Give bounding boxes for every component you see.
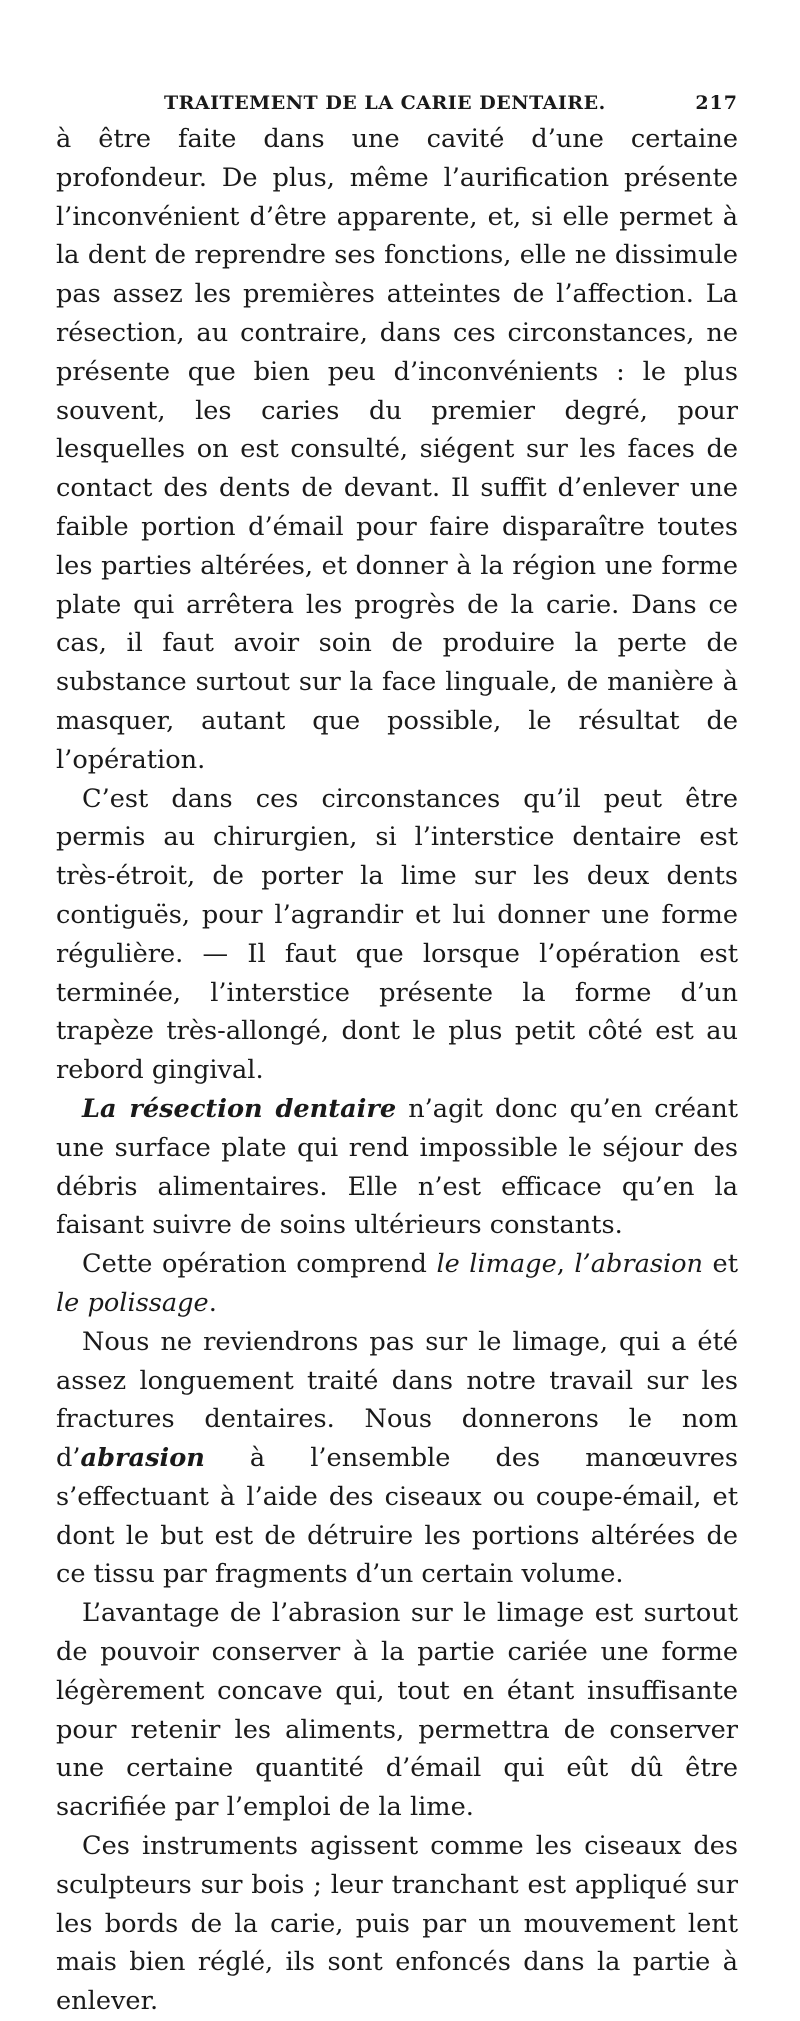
text-run: Cette opération comprend [82,1249,437,1280]
paragraph [56,1090,738,1245]
text-run: . [208,1287,217,1318]
paragraph [56,1594,738,1827]
text-run: à l’ensemble des manœuvres s’effectuant à l’aide des ciseaux ou coupe-émail, et dont le but est de détruire les portions altérées de ce tissu par fragments d’un certain volume. [56,1443,738,1590]
emphasized-text: abrasion [80,1443,205,1474]
running-title: TRAITEMENT DE LA CARIE DENTAIRE. [164,92,606,114]
text-run: et [703,1249,738,1280]
text-run: C’est dans ces circonstances qu’il peut être permis au chirurgien, si l’interstice dentaire est très-étroit, de porter la lime sur les deux dents contiguës, pour l’agrandir et lui donner une forme régulière. — Il faut que lorsque l’opération est terminée, l’interstice présente la forme d’un trapèze très-allongé, dont le plus petit côté est au rebord gingival. [56,783,738,1086]
text-run: Nous ne reviendrons pas sur le limage, qui a été assez longuement traité dans notre travail sur les fractures dentaires. Nous donnerons le nom d’ [56,1326,738,1474]
emphasized-text: le limage [436,1249,557,1280]
text-run: à être faite dans une cavité d’une certaine profondeur. De plus, même l’aurification présente l’inconvénient d’être apparente, et, si elle permet à la dent de reprendre ses fonctions, elle ne dissimule pas assez les premières atteintes de l’affection. La résection, au contraire, dans ces circonstances, ne présente que bien peu d’inconvénients : le plus souvent, les caries du premier degré, pour lesquelles on est consulté, siégent sur les faces de contact des dents de devant. Il suffit d’enlever une faible portion d’émail pour faire disparaître toutes les parties altérées, et donner à la région une forme plate qui arrêtera les progrès de la carie. Dans ce cas, il faut avoir soin de produire la perte de substance surtout sur la face linguale, de manière à masquer, autant que possible, le résultat de l’opération. [56,124,738,775]
text-run: L’avantage de l’abrasion sur le limage est surtout de pouvoir conserver à la partie cariée une forme légèrement concave qui, tout en étant insuffisante pour retenir les aliments, permettra de conserver une certaine quantité d’émail qui eût dû être sacrifiée par l’emploi de la lime. [56,1598,738,1823]
text-run: Ces instruments agissent comme les ciseaux des sculpteurs sur bois ; leur tranchant est appliqué sur les bords de la carie, puis par un mouvement lent mais bien réglé, ils sont enfoncés dans la partie à enlever. [56,1831,738,2017]
emphasized-text: le polissage [56,1287,209,1318]
running-header [164,92,738,114]
paragraph [56,1245,738,1323]
page-number: 217 [695,92,738,114]
emphasized-text: l’abrasion [574,1249,704,1280]
paragraph [56,120,738,780]
paragraph [56,1827,738,2021]
body-text [56,120,738,2021]
emphasized-text: La résection dentaire [82,1093,397,1124]
text-run: , [556,1249,575,1280]
paragraph [56,1323,738,1595]
paragraph [56,780,738,1090]
text-run: n’agit donc qu’en créant une surface plate qui rend impossible le séjour des débris alimentaires. Elle n’est efficace qu’en la faisant suivre de soins ultérieurs constants. [56,1093,738,1241]
